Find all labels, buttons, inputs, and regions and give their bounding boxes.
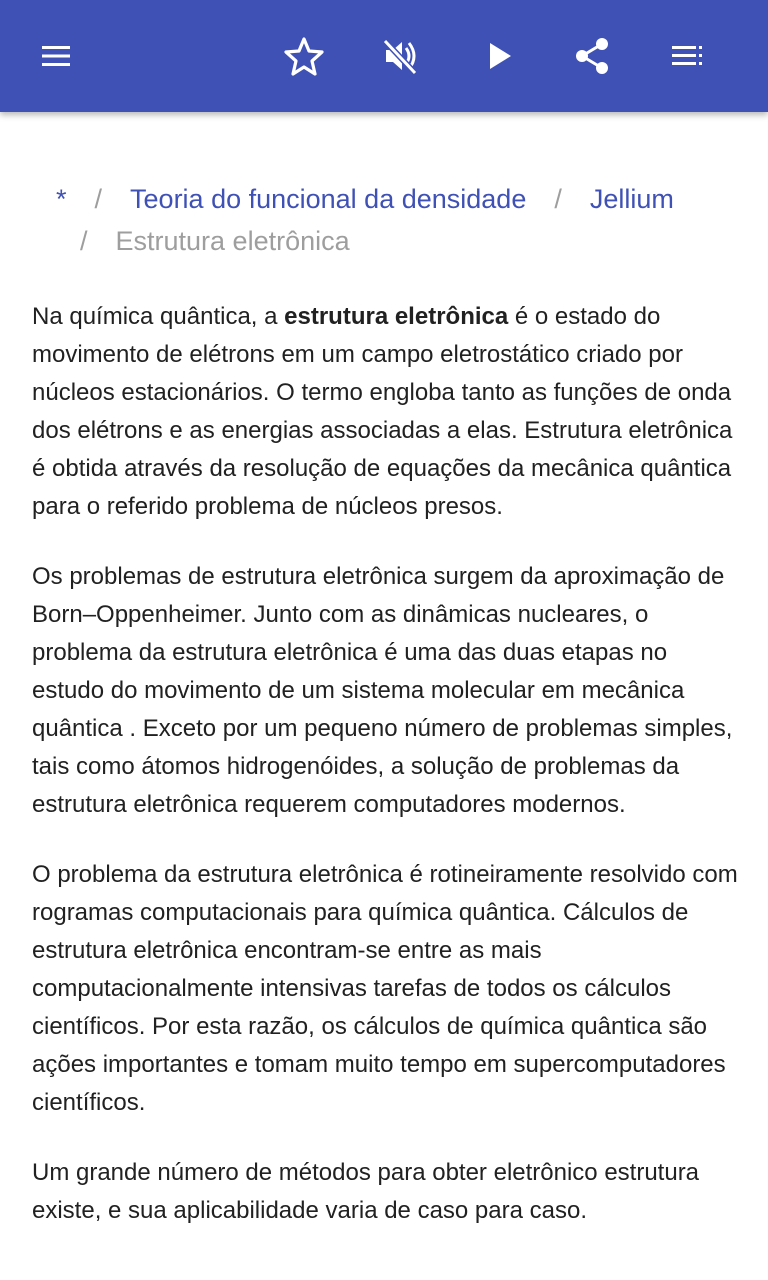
volume-off-icon[interactable] [372,28,428,84]
breadcrumb-separator: / [94,184,103,214]
breadcrumb-home-link[interactable]: * [56,184,67,214]
share-icon[interactable] [564,28,620,84]
text: é o estado do movimento de elétrons em um campo eletrostático criado por núcleos estacionários. O termo engloba tanto as funções de onda dos elétrons e as energias associadas a elas. Estrutura eletrônica é obtida através da resolução de equações da mecânica quântica para o referido problema de núcleos presos. [32,303,733,520]
article-body [32,298,744,1262]
text: Na química quântica, a [32,303,285,330]
breadcrumb [56,178,736,262]
paragraph [32,298,744,526]
paragraph: O problema da estrutura eletrônica é rotineiramente resolvido com rogramas computacionais para química quântica. Cálculos de estrutura eletrônica encontram-se entre as mais computacionalmente intensivas tarefas de todos os cálculos científicos. Por esta razão, os cálculos de química quântica são ações importantes e tomam muito tempo em supercomputadores científicos. [32,861,738,1116]
star-outline-icon[interactable] [276,28,332,84]
breadcrumb-current: Estrutura eletrônica [115,226,350,256]
play-icon[interactable] [470,28,526,84]
article-content [0,112,768,1280]
paragraph: Um grande número de métodos para obter eletrônico estrutura existe, e sua aplicabilidade varia de caso para caso. [32,1159,700,1224]
app-bar [0,0,768,112]
breadcrumb-separator: / [554,184,562,214]
menu-icon[interactable] [28,28,84,84]
list-icon[interactable] [660,28,716,84]
breadcrumb-separator: / [80,226,88,256]
article-title-bold: estrutura eletrônica [284,303,509,330]
paragraph: Os problemas de estrutura eletrônica surgem da aproximação de Born–Oppenheimer. Junto com as dinâmicas nucleares, o problema da estrutura eletrônica é uma das duas etapas no estudo do movimento de um sistema molecular em mecânica quântica . Exceto por um pequeno número de problemas simples, tais como átomos hidrogenóides, a solução de problemas da estrutura eletrônica requerem computadores modernos. [32,563,733,818]
breadcrumb-item-dft[interactable]: Teoria do funcional da densidade [130,184,527,214]
breadcrumb-item-jellium[interactable]: Jellium [589,184,674,214]
